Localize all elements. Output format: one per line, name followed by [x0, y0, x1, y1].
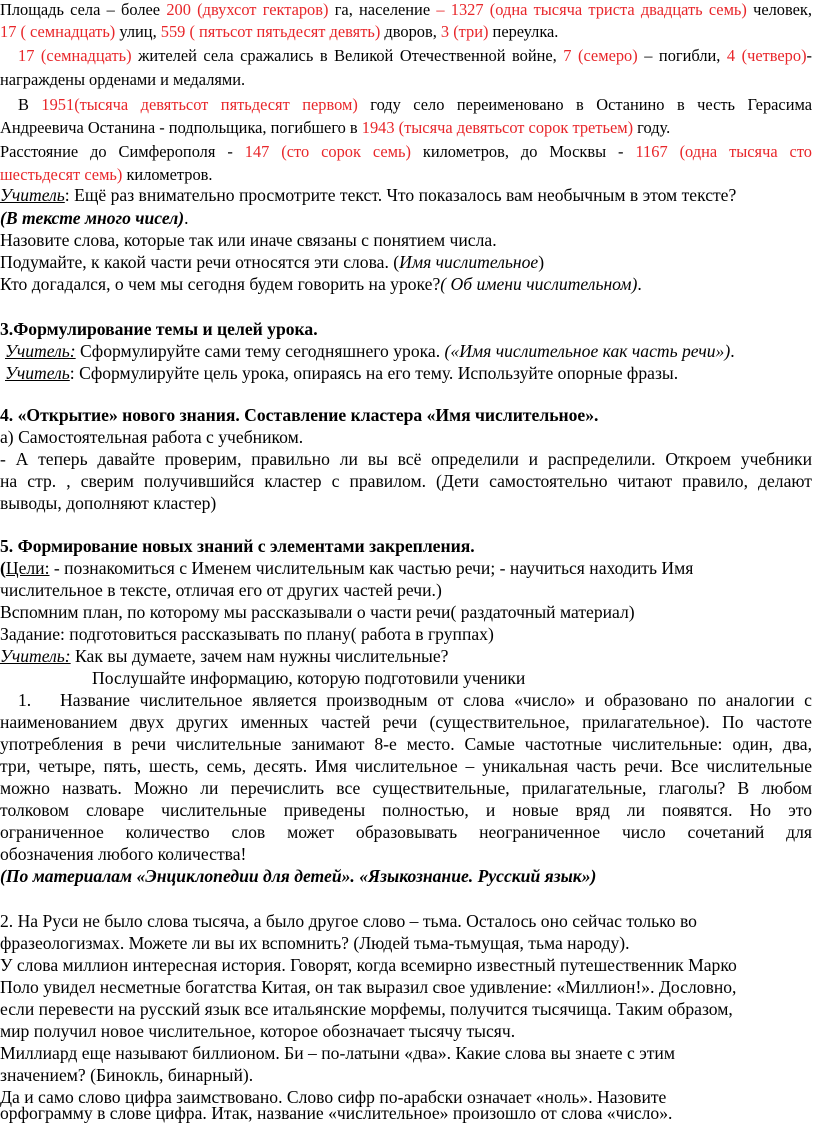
- section-3-teacher-goal: [5, 365, 678, 383]
- section-3-teacher-topic: [5, 343, 735, 361]
- item-1-line3: употребления в речи числительные занимают 8-е место. Самые частотные числительные: один, два,: [0, 734, 812, 754]
- teacher-question-line: [0, 187, 736, 205]
- item-1-number: 1.: [18, 690, 32, 710]
- section-5-listen: Послушайте информацию, которую подготовили ученики: [92, 668, 526, 688]
- item-2-line2: фразеологизмах. Можете ли вы их вспомнить? (Людей тьма-тьмущая, тьма народу).: [0, 933, 630, 953]
- number-highlight: 1951(тысяча девятьсот пятьдесят первом): [41, 95, 358, 114]
- text: : Сформулируйте цель урока, опираясь на его тему. Используйте опорные фразы.: [69, 363, 679, 383]
- item-2-line7: Миллиард еще называют биллионом. Би – по-латыни «два». Какие слова вы знаете с этим: [0, 1043, 675, 1063]
- question-topic: [0, 276, 642, 294]
- text: -: [806, 46, 812, 65]
- section-4-line3: выводы, дополняют кластер): [0, 493, 217, 513]
- text: километров.: [122, 165, 213, 184]
- teacher-label: Учитель:: [5, 341, 76, 361]
- section-5-plan: Вспомним план, по которому мы рассказывали о части речи( раздаточный материал): [0, 602, 635, 622]
- text: жителей села сражались в Великой Отечественной войне,: [131, 46, 564, 65]
- section-5-goals-line1: [0, 560, 693, 578]
- teacher-label: Учитель: [0, 185, 65, 205]
- section-5-teacher: [0, 648, 448, 666]
- number-highlight: 17 (семнадцать): [18, 46, 132, 65]
- number-highlight: 1167 (одна тысяча сто: [635, 142, 812, 161]
- section-4-line1: - А теперь давайте проверим, правильно ли вы всё определили и распределили. Откроем учебники: [0, 449, 812, 469]
- item-2-line6: мир получил новое числительное, которое обозначает тысячу тысяч.: [0, 1021, 516, 1041]
- item-1-line6: толковом словаре числительные приведены полностью, и новые вряд ли появятся. Но это: [0, 800, 812, 820]
- item-1-line2: наименованием двух других именных частей речи (существительное, прилагательное). По частоте: [0, 712, 812, 732]
- text: Андреевича Останина - подпольщика, погибшего в: [0, 118, 362, 137]
- text: Подумайте, к какой части речи относятся эти слова. (: [0, 252, 400, 272]
- para-rename-line1: [0, 97, 812, 113]
- goals-label: Цели:: [5, 558, 50, 578]
- text: - познакомиться с Именем числительным как частью речи; - научиться находить Имя: [49, 558, 694, 578]
- item-2-line8: значением? (Бинокль, бинарный).: [0, 1065, 254, 1085]
- text: Как вы думаете, зачем нам нужны числительные?: [70, 646, 449, 666]
- item-1-line4: три, четыре, пять, шесть, семь, десять. Имя числительное – уникальная часть речи. Все числительные: [0, 756, 812, 776]
- text: году.: [633, 118, 671, 137]
- section-4-title: 4. «Открытие» нового знания. Составление кластера «Имя числительное».: [0, 405, 599, 425]
- section-5-goals-line2: числительное в тексте, отличая его от других частей речи.): [0, 580, 442, 600]
- text: человек,: [746, 0, 812, 19]
- para-war-line2: награждены орденами и медалями.: [0, 70, 246, 89]
- number-highlight: 4 (четверо): [726, 46, 807, 65]
- answer: Имя числительное: [399, 252, 539, 272]
- item-1-line5: можно назвать. Можно ли перечислить все существительные, прилагательные, глаголы? В любом: [0, 778, 812, 798]
- answer: (В тексте много чисел): [0, 208, 185, 228]
- text: ): [538, 252, 545, 272]
- text: – погибли,: [637, 46, 727, 65]
- text: году село переименовано в Останино в честь Герасима: [357, 95, 813, 114]
- para-war-line1: [0, 48, 812, 64]
- text: (: [0, 558, 6, 578]
- number-highlight: 147 (сто сорок семь): [244, 142, 411, 161]
- item-2-line9: Да и само слово цифра заимствовано. Слово сифр по-арабски означает «ноль». Назовите: [0, 1087, 667, 1107]
- section-4-subtitle: а) Самостоятельная работа с учебником.: [0, 427, 304, 447]
- number-highlight: 17 ( семнадцать): [0, 22, 116, 41]
- text: : Ещё раз внимательно просмотрите текст. Что показалось вам необычным в этом тексте?: [64, 185, 737, 205]
- item-2-line3: У слова миллион интересная история. Говорят, когда всемирно известный путешественник Марко: [0, 955, 737, 975]
- text: .: [184, 208, 189, 228]
- number-highlight: шестьдесят семь): [0, 165, 123, 184]
- number-highlight: 7 (семеро): [563, 46, 638, 65]
- number-highlight: 1943 (тысяча девятьсот сорок третьем): [361, 118, 634, 137]
- number-highlight: 3 (три): [440, 22, 489, 41]
- teacher-label: Учитель:: [0, 646, 71, 666]
- item-2-line5: если перевести на русский язык все итальянские морфемы, получится тысячища. Таким образом,: [0, 999, 733, 1019]
- item-2-line1: 2. На Руси не было слова тысяча, а было другое слово – тьма. Осталось оно сейчас только во: [0, 911, 697, 931]
- para-rename-line2: [0, 120, 670, 136]
- text: Площадь села – более: [0, 0, 167, 19]
- text: Сформулируйте сами тему сегодняшнего урока.: [75, 341, 445, 361]
- text: переулка.: [488, 22, 559, 41]
- question-part-of-speech: [0, 254, 544, 272]
- text: улиц,: [115, 22, 161, 41]
- text: В: [18, 95, 42, 114]
- answer: ( Об имени числительном): [440, 274, 638, 294]
- question-name-words: Назовите слова, которые так или иначе связаны с понятием числа.: [0, 230, 497, 250]
- item-1-line1: Название числительное является производным от слова «число» и образовано по аналогии с: [60, 690, 812, 710]
- item-1-source: (По материалам «Энциклопедии для детей». «Языкознание. Русский язык»): [0, 866, 597, 886]
- teacher-answer-line: [0, 210, 189, 228]
- answer: («Имя числительное как часть речи»): [444, 341, 731, 361]
- section-5-task: Задание: подготовиться рассказывать по плану( работа в группах): [0, 624, 494, 644]
- number-highlight: – 1327 (одна тысяча триста двадцать семь): [436, 0, 747, 19]
- section-3-title: 3.Формулирование темы и целей урока.: [0, 319, 318, 339]
- para-distance-line1: [0, 144, 812, 160]
- item-1-line8: обозначения любого количества!: [0, 844, 247, 864]
- section-5-title: 5. Формирование новых знаний с элементами закрепления.: [0, 536, 475, 556]
- text: Кто догадался, о чем мы сегодня будем говорить на уроке?: [0, 274, 441, 294]
- item-1-line7: ограниченное количество слов может образовывать неограниченное число сочетаний для: [0, 822, 812, 842]
- number-highlight: 559 ( пятьсот пятьдесят девять): [160, 22, 381, 41]
- teacher-label: Учитель: [5, 363, 70, 383]
- text: дворов,: [380, 22, 441, 41]
- item-2-line4: Поло увидел несметные богатства Китая, он так выразил свое удивление: «Миллион!». Дословно,: [0, 977, 737, 997]
- para-area-population-line1: [0, 2, 812, 18]
- text: Расстояние до Симферополя -: [0, 142, 245, 161]
- text: .: [730, 341, 735, 361]
- text: километров, до Москвы -: [410, 142, 636, 161]
- text: .: [637, 274, 642, 294]
- item-2-line10: орфограмму в слове цифра. Итак, название «числительное» произошло от слова «число».: [0, 1103, 673, 1123]
- para-distance-line2: [0, 167, 213, 183]
- para-area-population-line2: [0, 24, 558, 40]
- text: га, население: [328, 0, 437, 19]
- section-4-line2: на стр. , сверим получившийся кластер с правилом. (Дети самостоятельно читают правило, делают: [0, 471, 812, 491]
- number-highlight: 200 (двухсот гектаров): [166, 0, 329, 19]
